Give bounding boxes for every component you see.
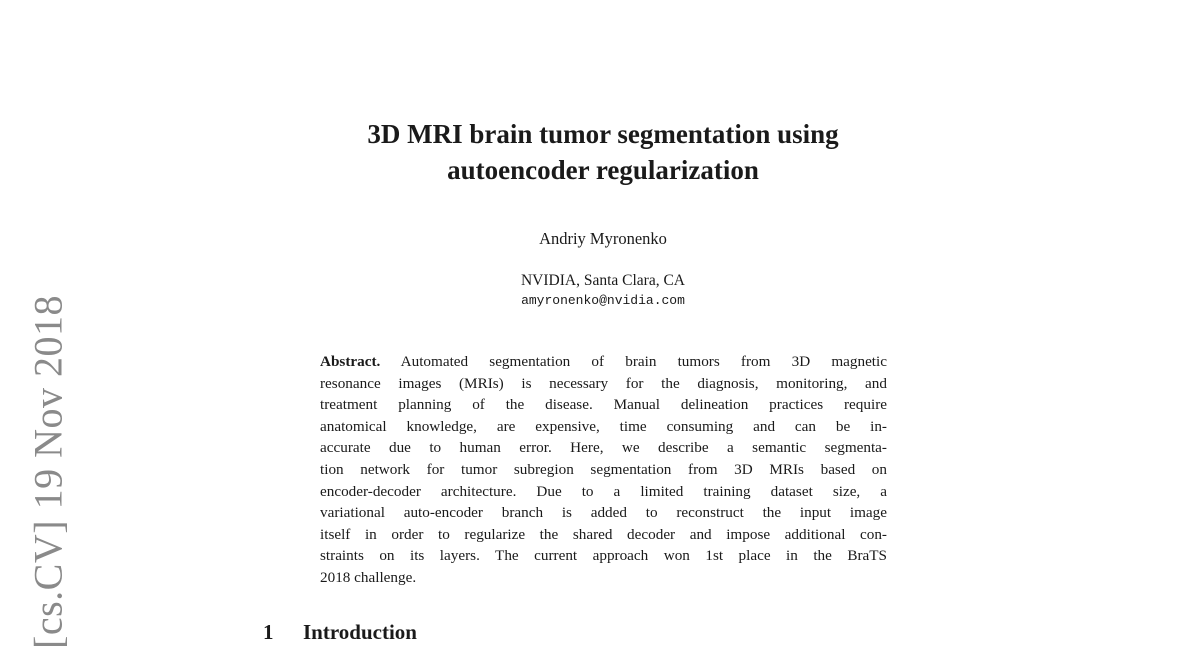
author-affiliation-block <box>300 271 906 311</box>
title-line: autoencoder regularization <box>447 155 759 185</box>
abstract-line <box>320 351 887 373</box>
abstract-label: Abstract. <box>320 353 381 370</box>
abstract-line: tion network for tumor subregion segmentation from 3D MRIs based on <box>320 460 887 478</box>
section-title: Introduction <box>303 620 417 644</box>
abstract-line: itself in order to regularize the shared decoder and impose additional con- <box>320 525 887 543</box>
abstract-line: variational auto-encoder branch is added to reconstruct the input image <box>320 504 887 522</box>
abstract-line: 2018 challenge. <box>320 568 417 586</box>
abstract-line: anatomical knowledge, are expensive, time consuming and can be in- <box>320 417 887 435</box>
abstract-line: encoder-decoder architecture. Due to a limited training dataset size, a <box>320 482 887 500</box>
paper-title <box>300 116 906 188</box>
arxiv-identifier-stamp: [cs.CV] 19 Nov 2018 <box>25 295 71 649</box>
abstract-line: accurate due to human error. Here, we describe a semantic segmenta- <box>320 439 887 457</box>
affiliation: NVIDIA, Santa Clara, CA <box>520 272 685 289</box>
section-heading <box>263 620 417 645</box>
author-name: Andriy Myronenko <box>539 229 667 248</box>
title-line: 3D MRI brain tumor segmentation using <box>367 119 839 149</box>
abstract <box>320 351 887 589</box>
abstract-line: treatment planning of the disease. Manual delineation practices require <box>320 396 887 414</box>
author-email[interactable]: amyronenko@nvidia.com <box>521 293 685 308</box>
abstract-line: straints on its layers. The current approach won 1st place in the BraTS <box>320 547 887 565</box>
abstract-text: Automated segmentation of brain tumors from 3D magnetic <box>400 353 887 370</box>
section-number: 1 <box>263 620 274 644</box>
abstract-line: resonance images (MRIs) is necessary for the diagnosis, monitoring, and <box>320 374 887 392</box>
